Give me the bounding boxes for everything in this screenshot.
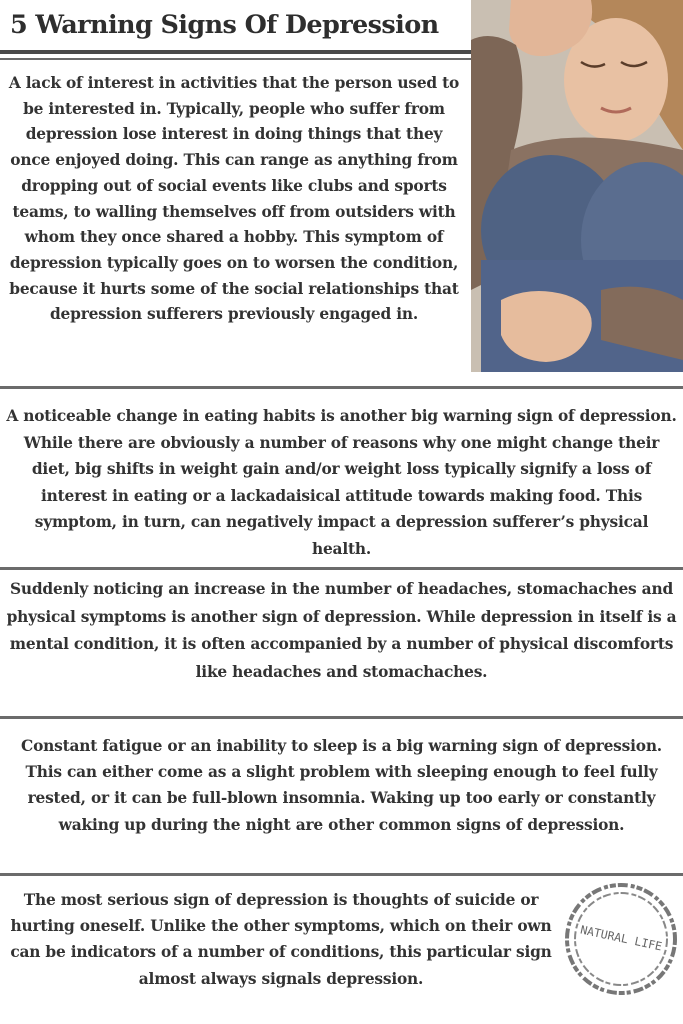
woman-photo — [471, 0, 683, 372]
stamp-text: NATURAL LIFE — [579, 922, 664, 954]
section-divider — [0, 386, 683, 389]
warning-sign-2: A noticeable change in eating habits is another big warning sign of depression. While there are obviously a number of reasons why one might change their diet, big shifts in weight gain and/or weight loss typically signify a loss of interest in eating or a lackadaisical attitude towards making food. This symptom, in turn, can negatively impact a depression sufferer’s physical health. — [6, 407, 677, 558]
title-underline-thin — [0, 58, 472, 60]
warning-sign-4: Constant fatigue or an inability to sleep is a big warning sign of depression. This can either come as a slight problem with sleeping enough to feel fully rested, or it can be full-blown insomnia. Waking up too early or constantly waking up during the night are other common signs of depression. — [21, 737, 662, 834]
warning-sign-1: A lack of interest in activities that the person used to be interested in. Typically, people who suffer from depression lose interest in doing things that they once enjoyed doing. This can range as anything from dropping out of social events like clubs and sports teams, to walling themselves off from outsiders with whom they once shared a hobby. This symptom of depression typically goes on to worsen the condition, because it hurts some of the social relationships that depression sufferers previously engaged in. — [8, 74, 460, 324]
warning-sign-5: The most serious sign of depression is thoughts of suicide or hurting oneself. Unlike the other symptoms, which on their own can be indicators of a number of conditions, this particular sign almost always signals depression. — [10, 891, 552, 988]
section-divider — [0, 716, 683, 719]
natural-life-stamp-logo — [562, 880, 680, 998]
woman-photo-illustration — [471, 0, 683, 372]
section-divider — [0, 567, 683, 570]
warning-sign-3: Suddenly noticing an increase in the number of headaches, stomachaches and physical symptoms is another sign of depression. While depression in itself is a mental condition, it is often accompanied by a number of physical discomforts like headaches and stomachaches. — [6, 580, 677, 681]
page-title: 5 Warning Signs Of Depression — [10, 10, 439, 40]
title-underline — [0, 50, 472, 54]
section-divider — [0, 873, 683, 876]
